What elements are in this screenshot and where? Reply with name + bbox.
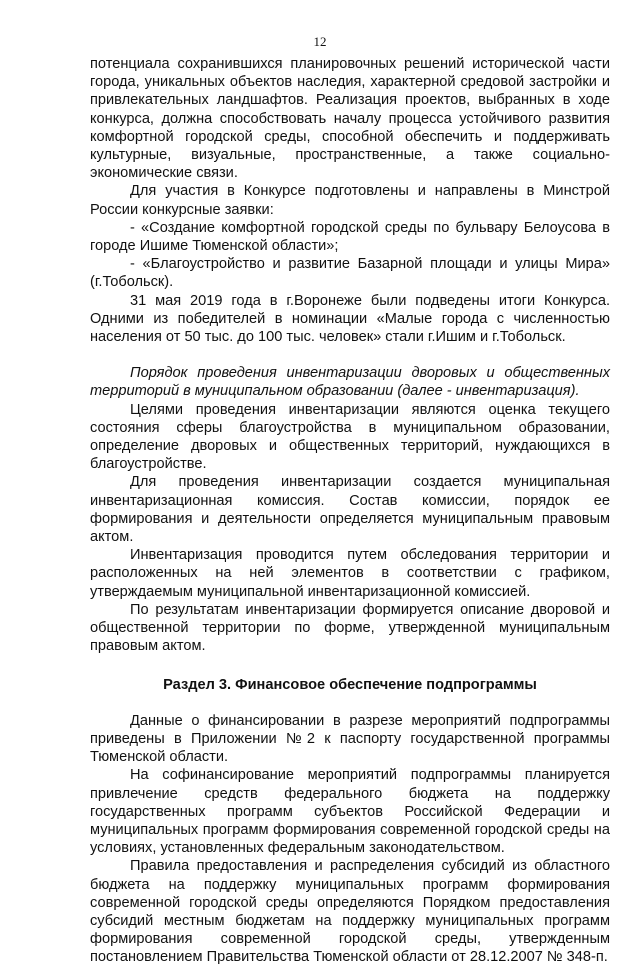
paragraph-inventory-commission: Для проведения инвентаризации создается муниципальная инвентаризационная комиссия. Состав комиссии, порядок ее формирования и деятельности определяется муниципальным правовым актом.	[90, 474, 610, 546]
paragraph-financing-data: Данные о финансировании в разрезе мероприятий подпрограммы приведены в Приложении №2 к паспорту государственной программы Тюменской области.	[90, 712, 610, 766]
paragraph-inventory-procedure: Инвентаризация проводится путем обследования территории и расположенных на ней элементов в соответствии с графиком, утверждаемым муниципальной инвентаризационной комиссией.	[90, 547, 610, 600]
list-item-ishim-project: - «Создание комфортной городской среды по бульвару Белоусова в городе Ишиме Тюменской области»;	[90, 219, 610, 255]
paragraph-contest-results: 31 мая 2019 года в г.Воронеже были подведены итоги Конкурса. Одними из победителей в номинации «Малые города с численностью населения от 50 тыс. до 100 тыс. человек» стали г.Ишим и г.Тобольск.	[90, 292, 610, 346]
inventory-subtitle: Порядок проведения инвентаризации дворовых и общественных территорий в муниципальном образовании (далее - инвентаризация).	[90, 365, 610, 400]
paragraph-inventory-results: По результатам инвентаризации формируется описание дворовой и общественной территории по форме, утвержденной муниципальным правовым актом.	[90, 601, 610, 655]
paragraph-contest-applications: Для участия в Конкурсе подготовлены и направлены в Минстрой России конкурсные заявки:	[90, 183, 610, 218]
page-body	[90, 55, 610, 967]
section-heading: Раздел 3. Финансовое обеспечение подпрограммы	[163, 676, 537, 693]
paragraph-cofinancing: На софинансирование мероприятий подпрограммы планируется привлечение средств федерального бюджета на поддержку государственных программ субъектов Российской Федерации и муниципальных программ формирования современной городской среды на условиях, установленных федеральным законодательством.	[90, 767, 610, 857]
list-item-tobolsk-project: - «Благоустройство и развитие Базарной площади и улицы Мира» (г.Тобольск).	[90, 256, 610, 291]
paragraph-subsidy-rules: Правила предоставления и распределения субсидий из областного бюджета на поддержку муниципальных программ формирования современной городской среды определяются Порядком предоставления субсидий местным бюджетам на поддержку муниципальных программ формирования современной городской среды, утвержденным постановлением Правительства Тюменской области от 28.12.2007 № 348-п.	[90, 858, 610, 966]
paragraph-continuation: потенциала сохранившихся планировочных решений исторической части города, уникальных объектов наследия, характерной средовой застройки и привлекательных ландшафтов. Реализация проектов, выбранных в ходе конкурса, должна способствовать началу процесса устойчивого развития комфортной городской среды, способной обеспечить и поддерживать культурные, визуальные, пространственные, а также социально-экономические связи.	[90, 56, 610, 182]
page-number: 12	[313, 34, 327, 49]
paragraph-inventory-goals: Целями проведения инвентаризации являются оценка текущего состояния сферы благоустройства в муниципальном образовании, определение дворовых и общественных территорий, нуждающихся в благоустройстве.	[90, 401, 610, 473]
